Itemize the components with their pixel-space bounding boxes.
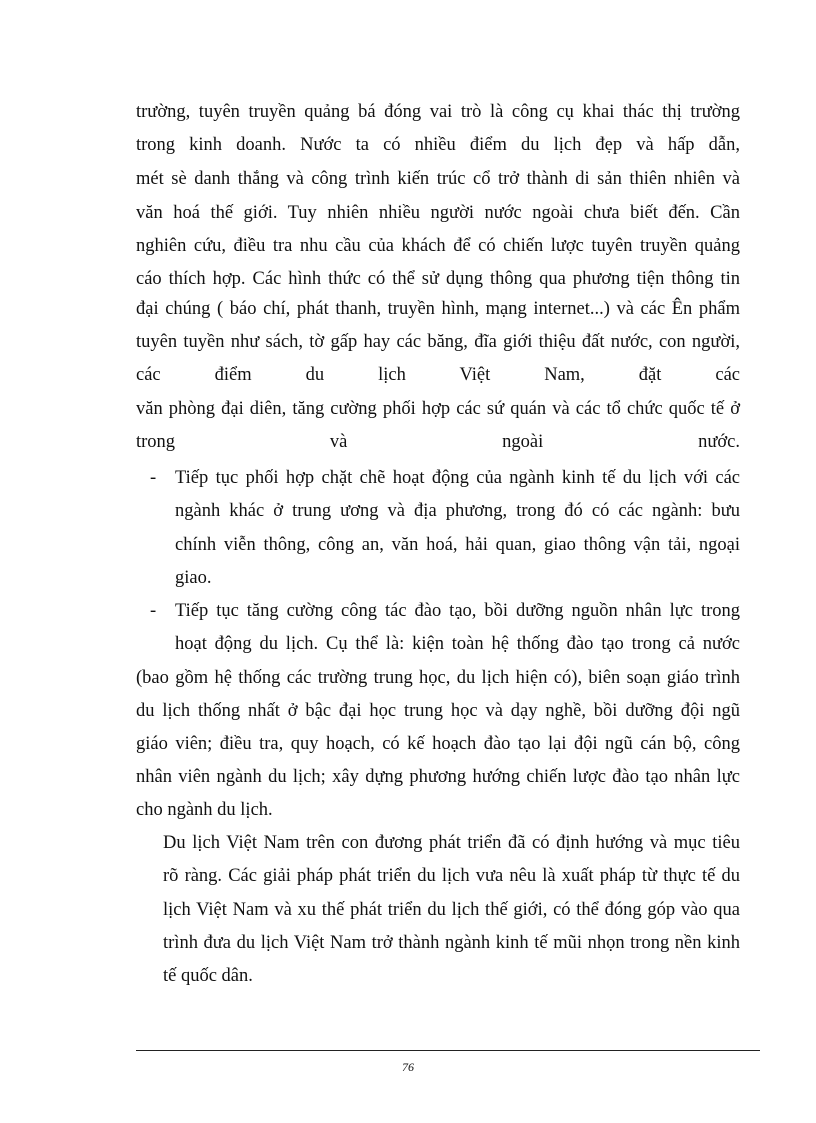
paragraph-line: văn phòng đại diên, tăng cường phối hợp các sứ quán và các tổ chức quốc tế ở (136, 399, 740, 419)
paragraph-line: mét sè danh thắng và công trình kiến trúc cổ trở thành di sản thiên nhiên và (136, 169, 740, 189)
bullet-dash: - (150, 468, 157, 488)
bullet-line: giao. (175, 568, 212, 588)
paragraph-line: Du lịch Việt Nam trên con đương phát triển đã có định hướng và mục tiêu (163, 833, 740, 853)
paragraph-line: trường, tuyên truyền quảng bá đóng vai trò là công cụ khai thác thị trường (136, 102, 740, 122)
paragraph-line: tuyên tuyền như sách, tờ gấp hay các băng, đĩa giới thiệu đất nước, con người, (136, 332, 740, 352)
page-number: 76 (402, 1060, 414, 1074)
bullet-line: giáo viên; điều tra, quy hoạch, có kế hoạch đào tạo lại đội ngũ cán bộ, công (136, 734, 740, 754)
bullet-line: nhân viên ngành du lịch; xây dựng phương hướng chiến lược đào tạo nhân lực (136, 767, 740, 787)
paragraph-line: lịch Việt Nam và xu thế phát triển du lịch thế giới, có thể đóng góp vào qua (163, 900, 740, 920)
bullet-line: du lịch thống nhất ở bậc đại học trung học và dạy nghề, bồi dưỡng đội ngũ (136, 701, 740, 721)
bullet-line: hoạt động du lịch. Cụ thể là: kiện toàn hệ thống đào tạo trong cả nước (175, 634, 740, 654)
paragraph-line: nghiên cứu, điều tra nhu cầu của khách để có chiến lược tuyên truyền quảng (136, 236, 740, 256)
paragraph-line: cáo thích hợp. Các hình thức có thể sử dụng thông qua phương tiện thông tin (136, 269, 740, 289)
paragraph-line: tế quốc dân. (163, 966, 253, 986)
bullet-line: ngành khác ở trung ương và địa phương, trong đó có các ngành: bưu (175, 501, 740, 521)
bullet-dash: - (150, 601, 157, 621)
paragraph-line: đại chúng ( báo chí, phát thanh, truyền hình, mạng internet...) và các Ên phẩm (136, 299, 740, 319)
footer-divider (136, 1050, 760, 1051)
paragraph-line: trong và ngoài nước. (136, 432, 740, 452)
paragraph-line: rõ ràng. Các giải pháp phát triển du lịch vưa nêu là xuất pháp từ thực tế du (163, 866, 740, 886)
bullet-line: cho ngành du lịch. (136, 800, 273, 820)
bullet-line: Tiếp tục phối hợp chặt chẽ hoạt động của ngành kinh tế du lịch với các (175, 468, 740, 488)
paragraph-line: các điểm du lịch Việt Nam, đặt các (136, 365, 740, 385)
paragraph-line: trình đưa du lịch Việt Nam trở thành ngành kinh tế mũi nhọn trong nền kinh (163, 933, 740, 953)
bullet-line: (bao gồm hệ thống các trường trung học, du lịch hiện có), biên soạn giáo trình (136, 668, 740, 688)
bullet-line: Tiếp tục tăng cường công tác đào tạo, bồi dưỡng nguồn nhân lực trong (175, 601, 740, 621)
paragraph-line: trong kinh doanh. Nước ta có nhiều điểm du lịch đẹp và hấp dẫn, (136, 135, 740, 155)
paragraph-line: văn hoá thế giới. Tuy nhiên nhiều người nước ngoài chưa biết đến. Cần (136, 203, 740, 223)
bullet-line: chính viễn thông, công an, văn hoá, hải quan, giao thông vận tải, ngoại (175, 535, 740, 555)
